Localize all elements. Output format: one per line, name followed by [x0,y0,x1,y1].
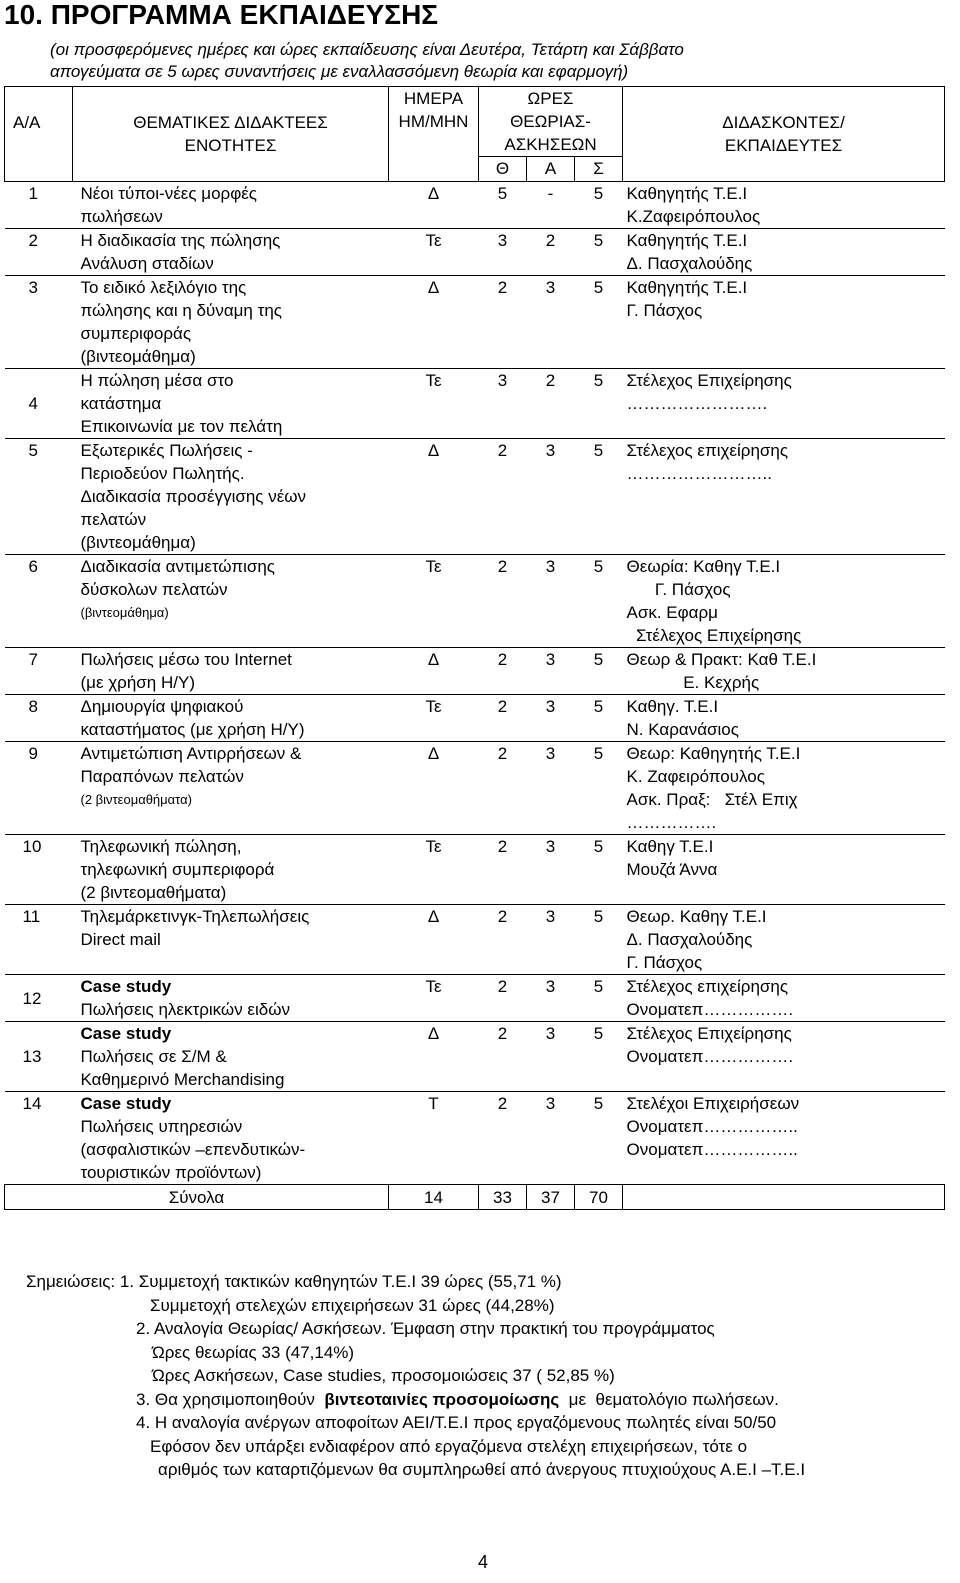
row-total-hours: 5 [593,441,604,460]
topic-line: Case study [80,977,172,996]
table-row [5,695,945,742]
teacher-line: Γ. Πάσχος [626,953,703,972]
row-number: 12 [22,988,42,1008]
row-practice-hours: 3 [545,278,556,297]
header-hours: ΩΡΕΣ ΘΕΩΡΙΑΣ- ΑΣΚΗΣΕΩΝ [479,87,623,157]
note-line: 4. Η αναλογία ανέργων αποφοίτων ΑΕΙ/Τ.Ε.Ι προς εργαζόμενους πωλητές είναι 50/50 [136,1413,777,1432]
row-topic [73,1092,389,1185]
row-topic [73,439,389,555]
row-practice-hours: - [547,184,554,203]
topic-line: (2 βιντεομαθήματα) [80,883,227,902]
row-day: Δ [427,650,440,669]
row-practice-hours: 3 [545,977,556,996]
topic-line: Τηλεμάρκετινγκ-Τηλεπωλήσεις [80,907,310,926]
teacher-line: ……………. [626,813,717,832]
row-topic [73,555,389,648]
row-day: Τ [428,1094,439,1113]
row-number: 14 [22,1094,42,1113]
table-row [5,229,945,276]
topic-line: (βιντεομάθημα) [80,533,196,552]
notes [26,1270,805,1482]
topic-line: κατάστημα [80,394,162,413]
row-day: Τε [425,697,442,716]
topic-line: Παραπόνων πελατών [80,767,244,786]
teacher-line: Γ. Πάσχος [626,580,731,599]
row-practice-hours: 3 [545,557,556,576]
row-theory-hours: 2 [497,697,508,716]
training-schedule-table [4,86,945,1210]
topic-line: Πωλήσεις ηλεκτρικών ειδών [80,1000,291,1019]
teacher-line: Ονοματεπ……………. [626,1000,794,1019]
row-number: 8 [28,697,38,716]
header-practice: Α [527,157,575,182]
totals-practice: 37 [527,1185,575,1210]
note-fragment: με θεματολόγιο πωλήσεων. [559,1389,779,1409]
row-theory-hours: 2 [497,977,508,996]
topic-line: δύσκολων πελατών [80,580,228,599]
row-total-hours: 5 [593,907,604,926]
row-teachers [623,835,945,905]
topic-line: Διαδικασία αντιμετώπισης [80,557,275,576]
teacher-line: Δ. Πασχαλούδης [626,254,753,273]
row-teachers [623,229,945,276]
row-total-hours: 5 [593,278,604,297]
row-teachers [623,276,945,369]
note-fragment: βιντεοταινίες προσομοίωσης [324,1389,560,1409]
note-line: 2. Αναλογία Θεωρίας/ Ασκήσεων. Έμφαση στην πρακτική του προγράμματος [136,1319,715,1338]
row-day: Τε [425,231,442,250]
table-row [5,1022,945,1092]
topic-line: (2 βιντεομαθήματα) [80,792,192,807]
row-teachers [623,975,945,1022]
row-topic [73,182,389,229]
row-day: Δ [427,744,440,763]
header-sum: Σ [575,157,623,182]
row-theory-hours: 2 [497,557,508,576]
row-teachers [623,742,945,835]
topic-line: πελατών [80,510,147,529]
row-total-hours: 5 [593,184,604,203]
teacher-line: Ονοματεπ…………….. [626,1117,798,1136]
row-teachers [623,369,945,439]
row-number: 5 [28,441,38,460]
topic-line: Τηλεφωνική πώληση, [80,837,242,856]
row-day: Δ [427,184,440,203]
teacher-line: Γ. Πάσχος [626,301,703,320]
row-theory-hours: 2 [497,1024,508,1043]
note-line: Εφόσον δεν υπάρξει ενδιαφέρον από εργαζόμενα στελέχη επιχειρήσεων, τότε ο [150,1436,748,1456]
teacher-line: Μουζά Άννα [626,860,718,879]
header-day: ΗΜΕΡΑ ΗΜ/ΜΗΝ [389,87,479,182]
row-topic [73,1022,389,1092]
row-topic [73,742,389,835]
totals-day: 14 [389,1185,479,1210]
topic-line: Ανάλυση σταδίων [80,254,214,273]
header-theory: Θ [479,157,527,182]
row-topic [73,905,389,975]
row-practice-hours: 2 [545,371,556,390]
table-row [5,439,945,555]
topic-line: Καθημερινό Merchandising [80,1070,285,1089]
note-line: Ώρες θεωρίας 33 (47,14%) [152,1342,355,1362]
row-total-hours: 5 [593,837,604,856]
row-teachers [623,648,945,695]
row-practice-hours: 3 [545,441,556,460]
row-theory-hours: 2 [497,907,508,926]
row-total-hours: 5 [593,371,604,390]
teacher-line: Στέλεχος επιχείρησης [626,977,789,996]
header-teachers: ΔΙΔΑΣΚΟΝΤΕΣ/ ΕΚΠΑΙΔΕΥΤΕΣ [623,87,945,182]
row-day: Τε [425,837,442,856]
topic-line: καταστήματος (με χρήση Η/Υ) [80,720,305,739]
totals-empty [623,1185,945,1210]
totals-label: Σύνολα [5,1185,389,1210]
note-line [26,1388,805,1412]
row-teachers [623,905,945,975]
teacher-line: Στελέχοι Επιχειρήσεων [626,1094,800,1113]
header-units: ΘΕΜΑΤΙΚΕΣ ΔΙΔΑΚΤΕΕΣ ΕΝΟΤΗΤΕΣ [73,87,389,182]
topic-line: (με χρήση Η/Υ) [80,673,195,692]
teacher-line: Θεωρ & Πρακτ: Καθ Τ.Ε.Ι [626,650,817,669]
topic-line: (βιντεομάθημα) [80,605,169,620]
topic-line: Διαδικασία προσέγγισης νέων [80,487,307,506]
row-topic [73,229,389,276]
row-practice-hours: 3 [545,650,556,669]
row-practice-hours: 3 [545,1024,556,1043]
row-practice-hours: 3 [545,1094,556,1113]
row-teachers [623,182,945,229]
row-total-hours: 5 [593,1094,604,1113]
row-total-hours: 5 [593,650,604,669]
teacher-line: Θεωρ: Καθηγητής Τ.Ε.Ι [626,744,801,763]
table-row [5,905,945,975]
teacher-line: Ν. Καρανάσιος [626,720,739,739]
row-practice-hours: 3 [545,697,556,716]
topic-line: Η πώληση μέσα στο [80,371,234,390]
row-topic [73,975,389,1022]
teacher-line: Στέλεχος επιχείρησης [626,441,789,460]
teacher-line: Καθηγ Τ.Ε.Ι [626,837,714,856]
table-row [5,648,945,695]
row-day: Δ [427,907,440,926]
topic-line: Πωλήσεις μέσω του Internet [80,650,292,669]
teacher-line: Καθηγ. Τ.Ε.Ι [626,697,719,716]
section-title: 10. ΠΡΟΓΡΑΜΜΑ ΕΚΠΑΙΔΕΥΣΗΣ [4,0,439,30]
topic-line: Εξωτερικές Πωλήσεις - [80,441,253,460]
teacher-line: ……………………. [626,394,768,413]
totals-sum: 70 [575,1185,623,1210]
row-practice-hours: 3 [545,837,556,856]
table-row [5,369,945,439]
row-theory-hours: 2 [497,744,508,763]
row-theory-hours: 3 [497,371,508,390]
topic-line: τηλεφωνική συμπεριφορά [80,860,275,879]
table-row [5,975,945,1022]
teacher-line: Ασκ. Εφαρμ [626,603,718,622]
row-practice-hours: 3 [545,744,556,763]
row-number: 9 [28,744,38,763]
row-practice-hours: 3 [545,907,556,926]
topic-line: Direct mail [80,930,161,949]
topic-line: πώλησης και η δύναμη της [80,301,282,320]
row-number: 10 [22,837,42,856]
teacher-line: Καθηγητής Τ.Ε.Ι [626,184,748,203]
topic-line: Case study [80,1024,172,1043]
teacher-line: Κ.Ζαφειρόπουλος [626,207,761,226]
topic-line: Πωλήσεις υπηρεσιών [80,1117,243,1136]
note-line: Συμμετοχή στελεχών επιχειρήσεων 31 ώρες (44,28%) [150,1295,555,1315]
teacher-line: Κ. Ζαφειρόπουλος [626,767,765,786]
topic-line: Νέοι τύποι-νέες μορφές [80,184,257,203]
row-day: Τε [425,557,442,576]
row-number: 11 [22,907,41,926]
row-total-hours: 5 [593,697,604,716]
row-total-hours: 5 [593,1024,604,1043]
table-row [5,742,945,835]
topic-line: (βιντεομάθημα) [80,347,196,366]
row-number: 7 [28,650,38,669]
row-day: Τε [425,371,442,390]
topic-line: Δημιουργία ψηφιακού [80,697,244,716]
topic-line: Επικοινωνία με τον πελάτη [80,417,283,436]
topic-line: Πωλήσεις σε Σ/Μ & [80,1047,227,1066]
row-number: 2 [28,231,38,250]
teacher-line: Θεωρ. Καθηγ Τ.Ε.Ι [626,907,767,926]
topic-line: Case study [80,1094,172,1113]
row-total-hours: 5 [593,557,604,576]
row-theory-hours: 2 [497,837,508,856]
row-topic [73,369,389,439]
topic-line: Αντιμετώπιση Αντιρρήσεων & [80,744,302,763]
row-teachers [623,1092,945,1185]
row-day: Δ [427,278,440,297]
note-fragment: 3. Θα χρησιμοποιηθούν [136,1389,325,1409]
topic-line: πωλήσεων [80,207,163,226]
topic-line: Η διαδικασία της πώλησης [80,231,281,250]
row-total-hours: 5 [593,744,604,763]
row-practice-hours: 2 [545,231,556,250]
intro-line-2: απογεύματα σε 5 ωρες συναντήσεις με εναλλασσόμενη θεωρία και εφαρμογή) [50,62,629,81]
teacher-line: Καθηγητής Τ.Ε.Ι [626,278,748,297]
note-line: Σημειώσεις: 1. Συμμετοχή τακτικών καθηγητών Τ.Ε.Ι 39 ώρες (55,71 %) [26,1272,562,1291]
row-day: Τε [425,977,442,996]
teacher-line: Στέλεχος Επιχείρησης [626,626,802,645]
header-row [5,87,945,157]
topic-line: Περιοδεύον Πωλητής. [80,464,245,483]
row-number: 1 [28,184,38,203]
row-topic [73,695,389,742]
row-theory-hours: 2 [497,441,508,460]
row-day: Δ [427,1024,440,1043]
teacher-line: Ονοματεπ…………….. [626,1140,798,1159]
teacher-line: Θεωρία: Καθηγ Τ.Ε.Ι [626,557,781,576]
table-row [5,555,945,648]
header-aa: Α/Α [5,87,73,182]
row-theory-hours: 2 [497,1094,508,1113]
totals-row [5,1185,945,1210]
row-teachers [623,439,945,555]
row-total-hours: 5 [593,977,604,996]
topic-line: (ασφαλιστικών –επενδυτικών- [80,1140,306,1159]
row-teachers [623,695,945,742]
teacher-line: Στέλεχος Επιχείρησης [626,371,792,390]
row-number: 13 [22,1047,42,1066]
teacher-line: …………………….. [626,464,772,483]
row-topic [73,648,389,695]
table-row [5,1092,945,1185]
intro-line-1: (οι προσφερόμενες ημέρες και ώρες εκπαίδευσης είναι Δευτέρα, Τετάρτη και Σάββατο [50,40,684,59]
table-row [5,182,945,229]
page-number: 4 [478,1552,489,1572]
topic-line: Το ειδικό λεξιλόγιο της [80,278,247,297]
row-teachers [623,555,945,648]
row-topic [73,276,389,369]
teacher-line: Ονοματεπ……………. [626,1047,794,1066]
note-line: αριθμός των καταρτιζόμενων θα συμπληρωθεί από άνεργους πτυχιούχους Α.Ε.Ι –Τ.Ε.Ι [158,1460,806,1479]
teacher-line: Ασκ. Πραξ: Στέλ Επιχ [626,790,798,809]
totals-theory: 33 [479,1185,527,1210]
row-theory-hours: 5 [497,184,508,203]
row-topic [73,835,389,905]
row-day: Δ [427,441,440,460]
row-theory-hours: 2 [497,650,508,669]
topic-line: τουριστικών προϊόντων) [80,1163,262,1182]
table-row [5,835,945,905]
table-row [5,276,945,369]
row-total-hours: 5 [593,231,604,250]
teacher-line: Ε. Κεχρής [626,673,760,692]
row-number: 6 [28,557,38,576]
row-number: 3 [28,278,38,297]
teacher-line: Δ. Πασχαλούδης [626,930,753,949]
teacher-line: Στέλεχος Επιχείρησης [626,1024,792,1043]
row-number: 4 [28,394,38,413]
row-theory-hours: 2 [497,278,508,297]
topic-line: συμπεριφοράς [80,324,192,343]
row-teachers [623,1022,945,1092]
row-theory-hours: 3 [497,231,508,250]
teacher-line: Καθηγητής Τ.Ε.Ι [626,231,748,250]
note-line: Ώρες Ασκήσεων, Case studies, προσομοιώσεις 37 ( 52,85 %) [152,1366,615,1385]
